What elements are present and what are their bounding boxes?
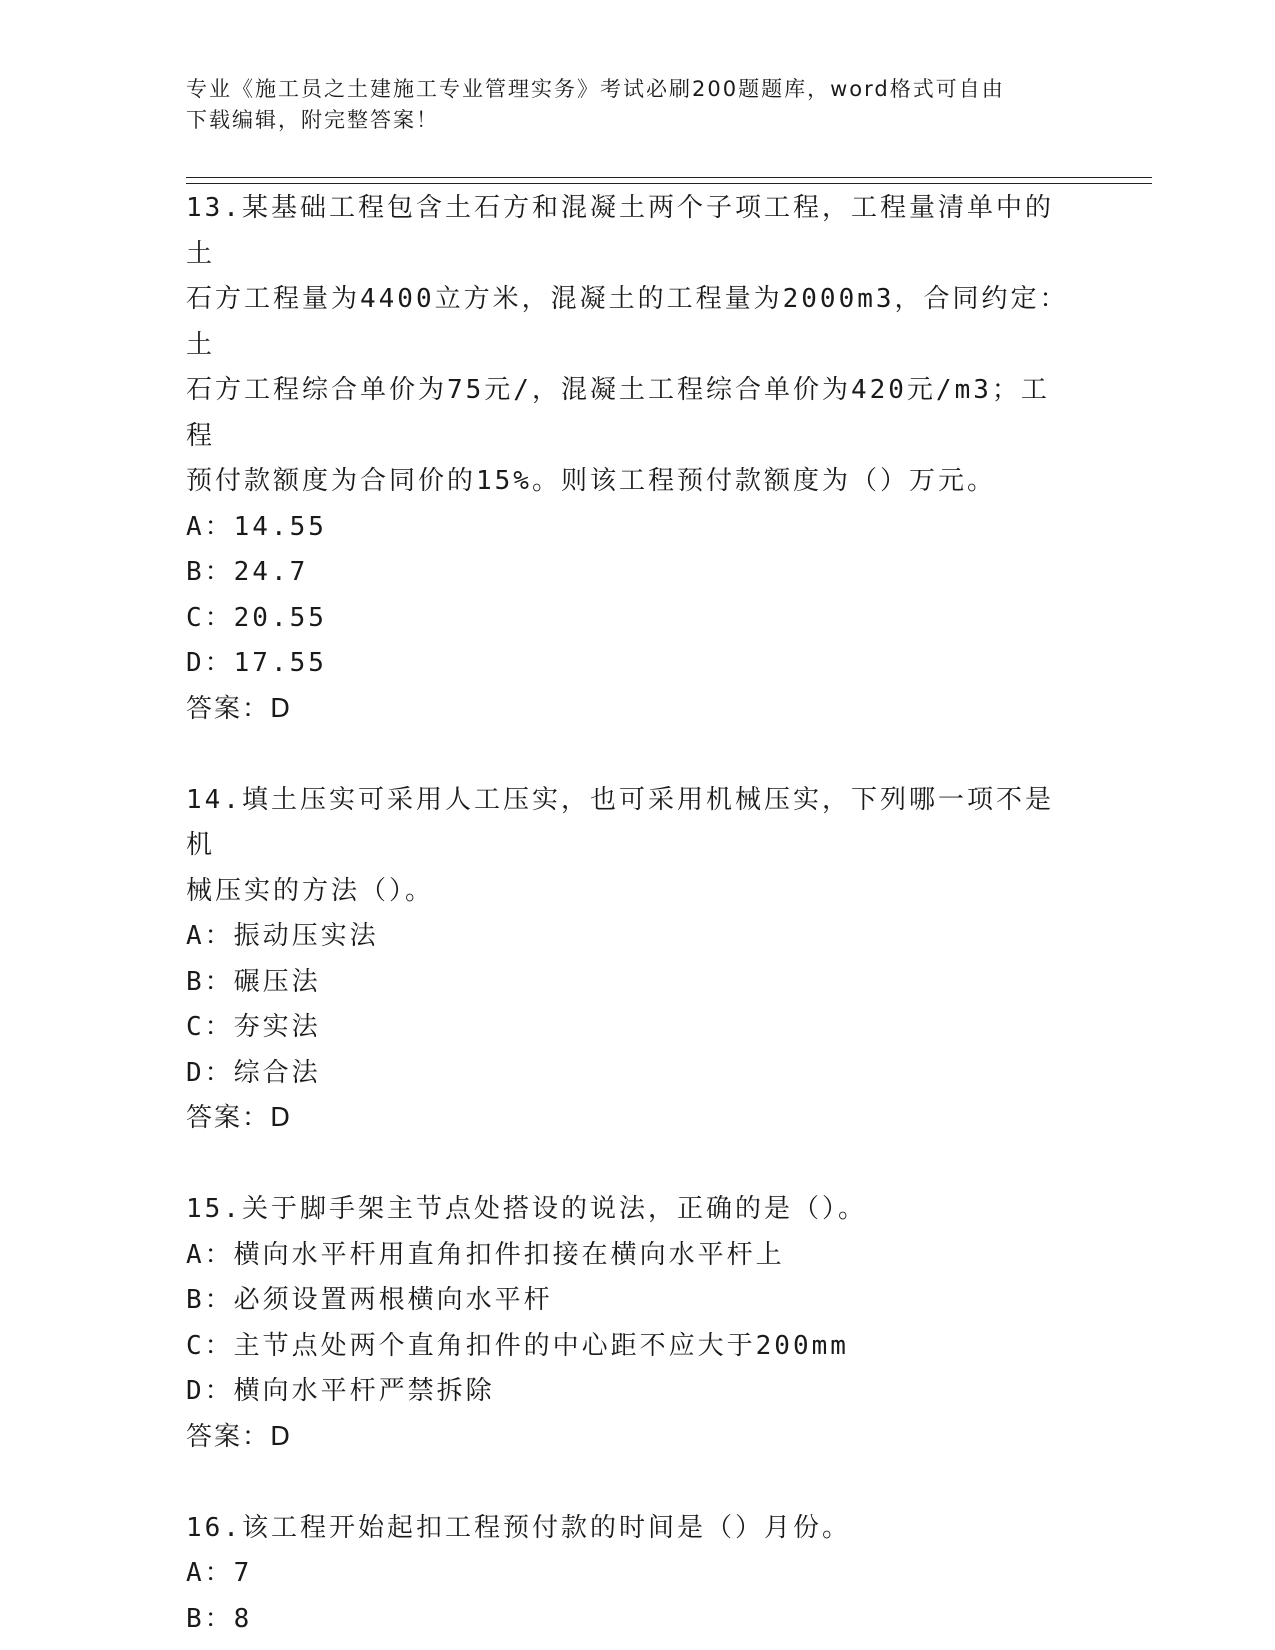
option-b: B：24.7 — [186, 557, 309, 587]
stem-line: 15.关于脚手架主节点处搭设的说法，正确的是（）。 — [186, 1194, 867, 1224]
option-a: A：横向水平杆用直角扣件扣接在横向水平杆上 — [186, 1239, 785, 1270]
answer-line: 答案：D — [186, 1421, 293, 1452]
question-stem — [186, 186, 1076, 505]
option-c: C：20.55 — [186, 602, 327, 633]
stem-line: 石方工程量为4400立方米，混凝土的工程量为2000m3，合同约定：土 — [186, 284, 1069, 360]
answer-line: 答案：D — [186, 1103, 293, 1133]
stem-line: 16.该工程开始起扣工程预付款的时间是（）月份。 — [186, 1512, 851, 1543]
option-a: A：14.55 — [186, 511, 327, 542]
stem-line: 石方工程综合单价为75元/，混凝土工程综合单价为420元/m3；工程 — [186, 375, 1050, 451]
question-stem — [186, 778, 1076, 915]
document-header — [186, 74, 1086, 136]
header-line-2: 下载编辑，附完整答案！ — [186, 108, 439, 132]
question-16 — [186, 1506, 1076, 1643]
question-15 — [186, 1187, 1076, 1460]
option-b: B：必须设置两根横向水平杆 — [186, 1285, 553, 1315]
stem-line: 13.某基础工程包含土石方和混凝土两个子项工程，工程量清单中的土 — [186, 193, 1054, 269]
question-spacer — [186, 1460, 1076, 1506]
option-b: B：碾压法 — [186, 966, 321, 997]
question-stem — [186, 1506, 1076, 1552]
answer-line: 答案：D — [186, 693, 293, 724]
question-spacer — [186, 732, 1076, 778]
question-13 — [186, 186, 1076, 732]
header-divider-bottom — [186, 183, 1152, 184]
question-list — [186, 186, 1076, 1642]
stem-line: 14.填土压实可采用人工压实，也可采用机械压实，下列哪一项不是机 — [186, 784, 1054, 860]
stem-line: 预付款额度为合同价的15%。则该工程预付款额度为（）万元。 — [186, 466, 996, 496]
question-stem — [186, 1187, 1076, 1233]
option-c: C：夯实法 — [186, 1012, 321, 1042]
option-d: D：综合法 — [186, 1057, 321, 1088]
option-d: D：横向水平杆严禁拆除 — [186, 1376, 495, 1406]
header-line-1: 专业《施工员之土建施工专业管理实务》考试必刷200题题库，word格式可自由 — [186, 77, 1005, 101]
header-divider-top — [186, 177, 1152, 178]
option-b: B：8 — [186, 1603, 253, 1634]
option-d: D：17.55 — [186, 648, 327, 678]
question-14 — [186, 778, 1076, 1142]
stem-line: 械压实的方法（）。 — [186, 875, 435, 906]
option-a: A：振动压实法 — [186, 921, 379, 951]
option-c: C：主节点处两个直角扣件的中心距不应大于200mm — [186, 1330, 849, 1361]
option-a: A：7 — [186, 1558, 253, 1588]
question-spacer — [186, 1142, 1076, 1188]
